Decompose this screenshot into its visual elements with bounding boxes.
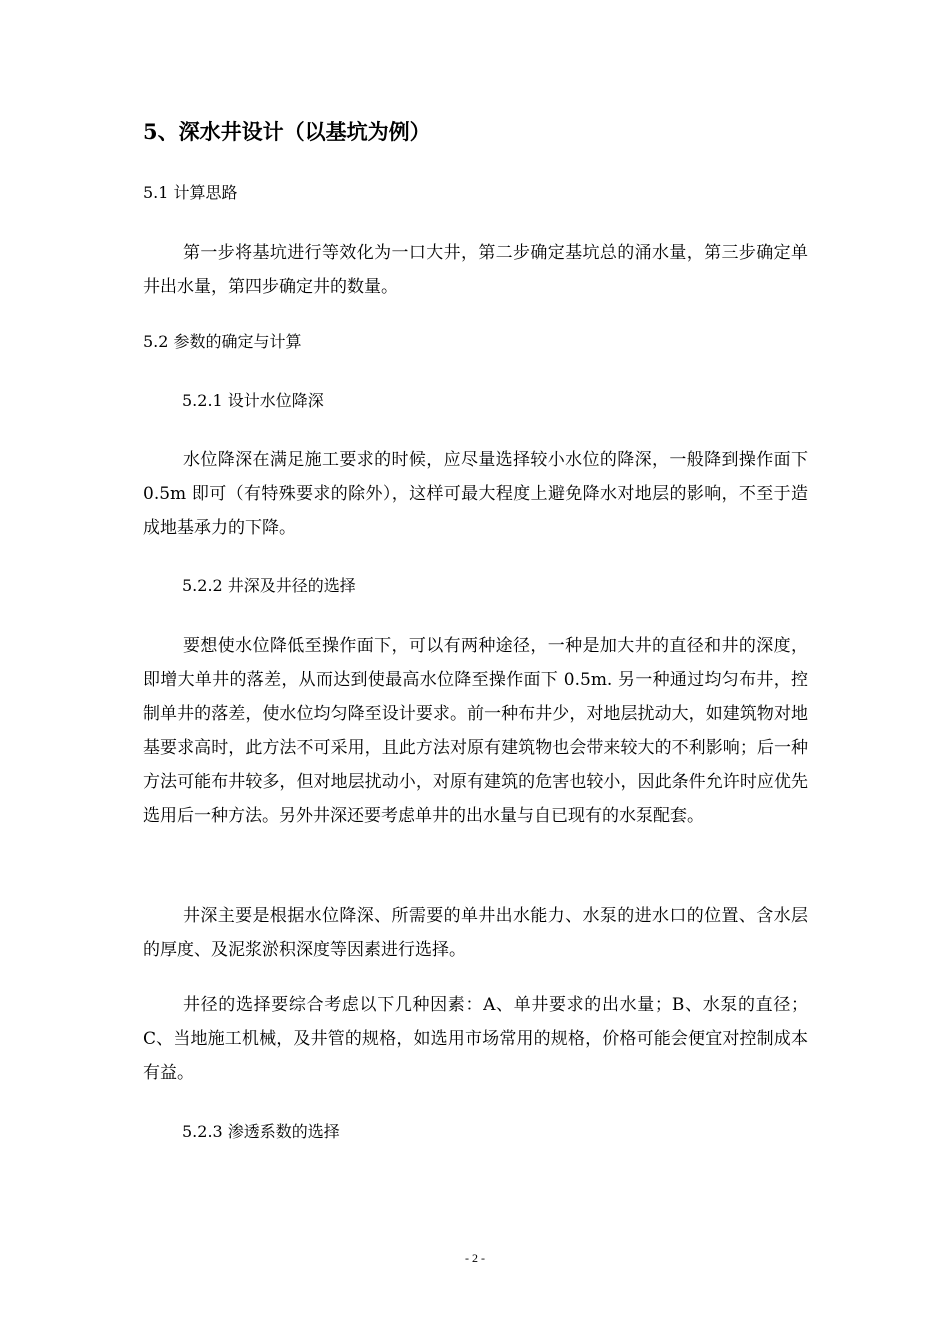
- section-heading-5-1: 5.1 计算思路: [143, 183, 238, 202]
- paragraph-5-2-1: 水位降深在满足施工要求的时候，应尽量选择较小水位的降深，一般降到操作面下 0.5m 即可（有特殊要求的除外），这样可最大程度上避免降水对地层的影响，不至于造成地基承力的下降。: [143, 450, 808, 538]
- section-heading-5-2-3: 5.2.3 渗透系数的选择: [182, 1122, 340, 1141]
- paragraph-5-1: 第一步将基坑进行等效化为一口大井，第二步确定基坑总的涌水量，第三步确定单井出水量，第四步确定井的数量。: [143, 243, 808, 297]
- paragraph-5-2-2-a: 要想使水位降低至操作面下，可以有两种途径，一种是加大井的直径和井的深度，即增大单井的落差，从而达到使最高水位降至操作面下 0.5m. 另一种通过均匀布井，控制单井的落差，使水位均匀降至设计要求。前一种布井少，对地层扰动大，如建筑物对地基要求高时，此方法不可采用，且此方法对原有建筑物也会带来较大的不利影响；后一种方法可能布井较多，但对地层扰动小，对原有建筑的危害也较小，因此条件允许时应优先选用后一种方法。另外井深还要考虑单井的出水量与自已现有的水泵配套。: [143, 636, 808, 826]
- paragraph-5-2-2-c: 井径的选择要综合考虑以下几种因素：A、单井要求的出水量；B、水泵的直径；C、当地施工机械，及井管的规格，如选用市场常用的规格，价格可能会便宜对控制成本有益。: [143, 995, 808, 1083]
- page-number: - 2 -: [465, 1251, 485, 1265]
- section-heading-5-2: 5.2 参数的确定与计算: [143, 332, 302, 351]
- section-heading-5-2-2: 5.2.2 井深及井径的选择: [182, 576, 356, 595]
- section-heading-5-2-1: 5.2.1 设计水位降深: [182, 391, 324, 410]
- paragraph-5-2-2-b: 井深主要是根据水位降深、所需要的单井出水能力、水泵的进水口的位置、含水层的厚度、及泥浆淤积深度等因素进行选择。: [143, 906, 808, 960]
- section-heading-5: 5、深水井设计（以基坑为例）: [143, 119, 431, 144]
